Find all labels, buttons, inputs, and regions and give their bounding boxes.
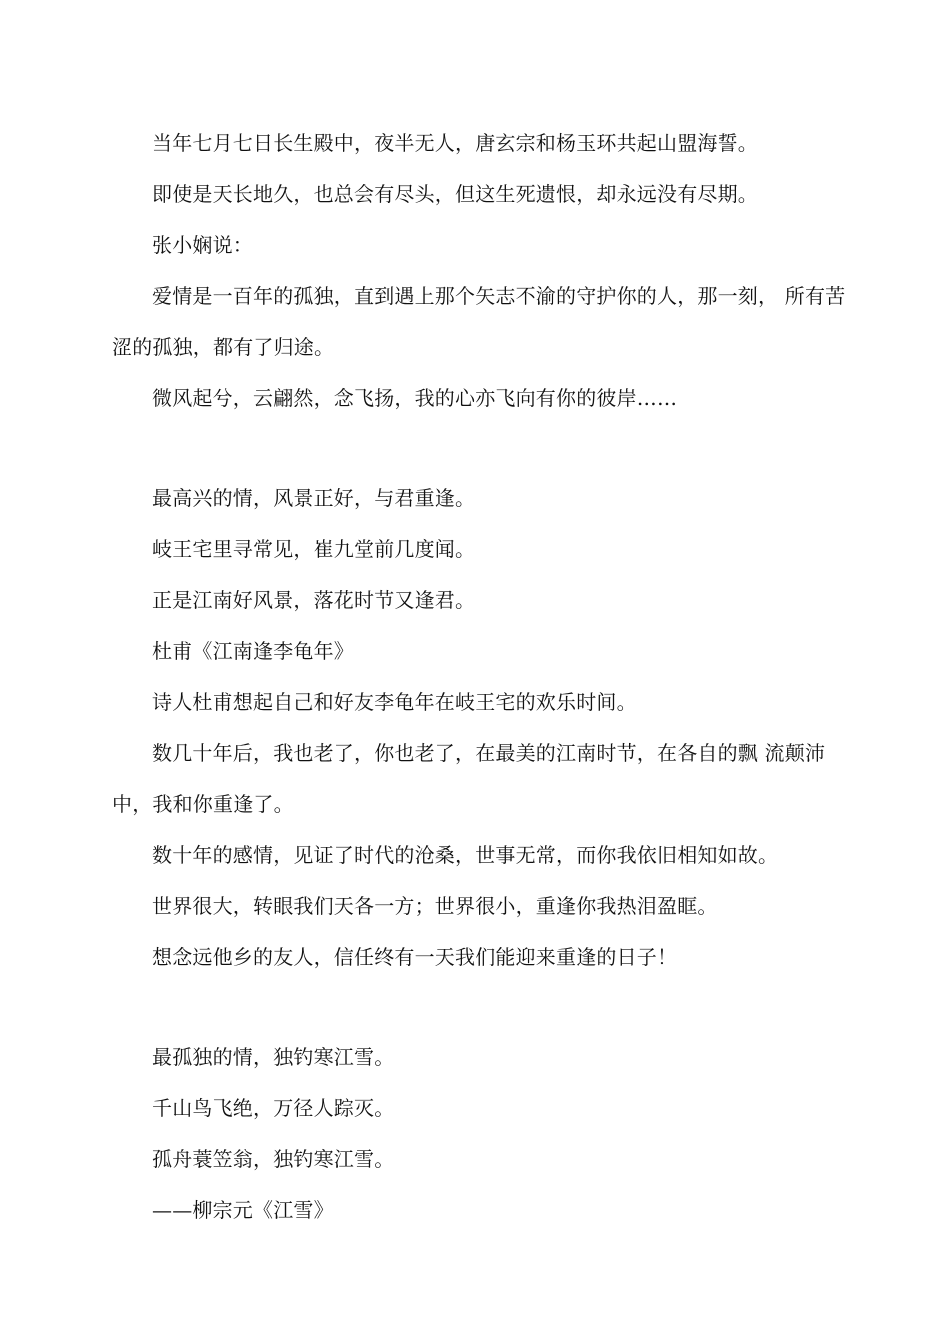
poem-line-mountains: 千山鸟飞绝，万径人踪灭。	[152, 1096, 395, 1120]
paragraph-zhang-xiaoxian-says: 张小娴说：	[152, 233, 253, 257]
poem-attribution-liuzongyuan: ——柳宗元《江雪》	[152, 1198, 334, 1222]
poem-line-qiwang: 岐王宅里寻常见，崔九堂前几度闻。	[152, 537, 476, 561]
poem-attribution-dufu: 杜甫《江南逢李龟年》	[152, 639, 354, 663]
paragraph-reunion: 数几十年后，我也老了，你也老了，在最美的江南时节，在各自的飘 流颠沛中，我和你重逢了。	[112, 741, 826, 816]
section-spacer	[112, 424, 852, 473]
section-spacer	[112, 983, 852, 1032]
paragraph-love-solitude: 爱情是一百年的孤独，直到遇上那个矢志不渝的守护你的人，那一刻， 所有苦涩的孤独，都有了归途。	[112, 284, 846, 359]
paragraph-world-big-small: 世界很大，转眼我们天各一方；世界很小，重逢你我热泪盈眶。	[152, 894, 718, 918]
paragraph-happiest-feeling: 最高兴的情，风景正好，与君重逢。	[152, 486, 476, 510]
paragraph-breeze: 微风起兮，云翩然，念飞扬，我的心亦飞向有你的彼岸……	[152, 386, 678, 410]
poem-line-lone-boat: 孤舟蓑笠翁，独钓寒江雪。	[152, 1147, 395, 1171]
paragraph-eternal-regret: 即使是天长地久，也总会有尽头，但这生死遗恨，却永远没有尽期。	[152, 182, 758, 206]
paragraph-longsheng-oath: 当年七月七日长生殿中，夜半无人，唐玄宗和杨玉环共起山盟海誓。	[152, 131, 758, 155]
paragraph-missing-friend: 想念远他乡的友人，信任终有一天我们能迎来重逢的日子！	[152, 945, 678, 969]
paragraph-loneliest-feeling: 最孤独的情，独钓寒江雪。	[152, 1045, 395, 1069]
paragraph-dufu-memory: 诗人杜甫想起自己和好友李龟年在岐王宅的欢乐时间。	[152, 690, 637, 714]
document-body	[112, 118, 852, 1236]
paragraph-decades-friendship: 数十年的感情，见证了时代的沧桑，世事无常，而你我依旧相知如故。	[152, 843, 779, 867]
poem-line-jiangnan: 正是江南好风景，落花时节又逢君。	[152, 588, 476, 612]
